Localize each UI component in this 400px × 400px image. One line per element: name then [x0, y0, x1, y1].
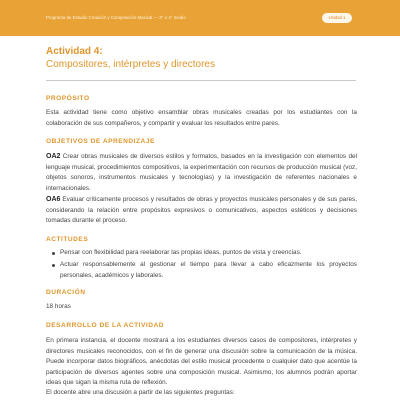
attitude-item: [52, 248, 357, 259]
attitude-item: [52, 260, 357, 281]
objective-code: OA2: [46, 153, 61, 160]
desarrollo-closing: El docente abre una discusión a partir de las siguientes preguntas:: [46, 389, 235, 396]
objetivos-heading: OBJETIVOS DE APRENDIZAJE: [46, 138, 155, 145]
proposito-heading: PROPÓSITO: [46, 95, 90, 102]
attitude-text: Pensar con flexibilidad para reelaborar las propias ideas, puntos de vista y creencias.: [60, 249, 302, 256]
duracion-heading: DURACIÓN: [46, 289, 86, 296]
duracion-text: 18 horas: [46, 303, 71, 310]
bullet-dot: [52, 264, 55, 267]
header-bar: [0, 0, 400, 36]
unit-badge: Unidad 1: [322, 13, 352, 23]
title-divider: [46, 80, 356, 81]
actitudes-heading: ACTITUDES: [46, 236, 89, 243]
activity-title: Actividad 4:: [46, 46, 103, 57]
program-title: Programa de Estudio Creación y Composición Musical — 3° o 4° medio: [46, 15, 186, 20]
desarrollo-text: En primera instancia, el docente mostrará a los estudiantes diversos casos de compositores, intérpretes y directores musicales reconocidos, con el fin de generar una discusión sobre la comunicación de la música. Puede incorporar datos biográficos, anécdotas del estilo musical procedente o cualquier dato que acentúe la participación de diversos agentes sobre una composición musical. Asimismo, los alumnos podrán aportar ideas que sigan la misma ruta de reflexión.: [46, 337, 357, 386]
objective-oa2: [46, 152, 357, 194]
objective-text: Evaluar críticamente procesos y resultados de obras y proyectos musicales personales y de sus pares, considerando la relación entre propósitos expresivos o comunicativos, aspectos estéticos y decisiones tomadas durante el proceso.: [46, 196, 358, 224]
proposito-text: Esta actividad tiene como objetivo ensamblar obras musicales creadas por los estudiantes con la colaboración de sus compañeros, y compartir y evaluar los resultados entre pares.: [46, 109, 357, 127]
objective-code: OA6: [46, 196, 61, 203]
attitude-text: Actuar responsablemente al gestionar el tiempo para llevar a cabo eficazmente los proyectos personales, académicos y laborales.: [60, 261, 357, 279]
bullet-dot: [52, 252, 55, 255]
objective-text: Crear obras musicales de diversos estilos y formatos, basados en la investigación con elementos del lenguaje musical, procedimientos compositivos, la experimentación con recursos de producción musical (voz, objetos sonoros, instrumentos musicales y tecnologías) y la investigación de referentes nacionales e internacionales.: [46, 153, 357, 192]
objective-oa6: [46, 195, 357, 227]
activity-subtitle: Compositores, intérpretes y directores: [46, 59, 215, 70]
desarrollo-heading: DESARROLLO DE LA ACTIVIDAD: [46, 322, 165, 329]
